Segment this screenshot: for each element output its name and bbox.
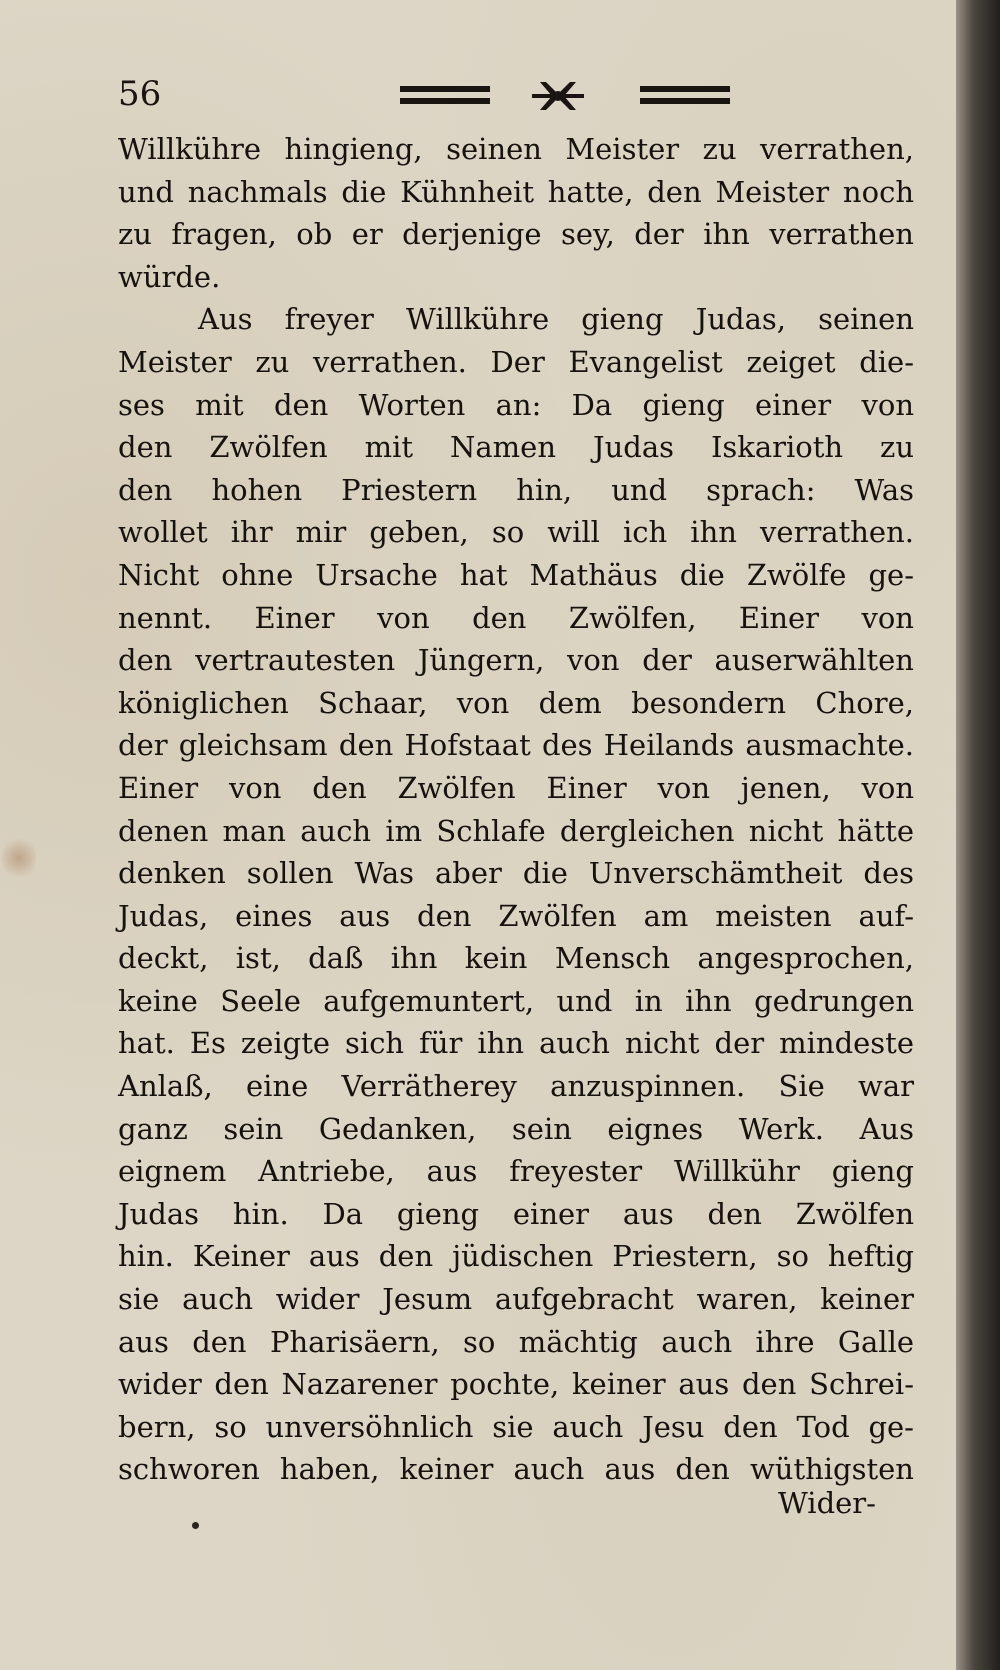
- text-line: sie auch wider Jesum aufgebracht waren, keiner: [118, 1282, 914, 1317]
- text-line: den vertrautesten Jüngern, von der auserwählten: [118, 643, 914, 678]
- page-edge-shadow: [956, 0, 1000, 1670]
- text-line: Willkühre hingieng, seinen Meister zu verrathen,: [118, 132, 914, 166]
- catchword: Wider-: [778, 1486, 876, 1520]
- paper-stain: [2, 835, 36, 881]
- dingbat-rule-ornament-icon: [400, 76, 730, 116]
- text-line: keine Seele aufgemuntert, und in ihn gedrungen: [118, 983, 914, 1018]
- text-line: wider den Nazarener pochte, keiner aus den Schrei-: [118, 1367, 914, 1402]
- text-line: Nicht ohne Ursache hat Mathäus die Zwölfe ge-: [118, 557, 914, 592]
- text-line: Aus freyer Willkühre gieng Judas, seinen: [198, 302, 914, 337]
- text-line: nennt. Einer von den Zwölfen, Einer von: [118, 600, 914, 635]
- text-line: Einer von den Zwölfen Einer von jenen, von: [118, 770, 914, 805]
- text-line: Judas, eines aus den Zwölfen am meisten auf-: [118, 898, 914, 933]
- text-line: hat. Es zeigte sich für ihn auch nicht der mindeste: [118, 1026, 914, 1061]
- body-text: [118, 128, 914, 1491]
- text-line: Anlaß, eine Verrätherey anzuspinnen. Sie war: [118, 1069, 914, 1104]
- text-line: denen man auch im Schlafe dergleichen nicht hätte: [118, 813, 914, 848]
- text-line: hin. Keiner aus den jüdischen Priestern, so heftig: [118, 1239, 914, 1274]
- text-line: ses mit den Worten an: Da gieng einer von: [118, 387, 914, 422]
- text-line: wollet ihr mir geben, so will ich ihn verrathen.: [118, 515, 914, 550]
- text-line: eignem Antriebe, aus freyester Willkühr gieng: [118, 1154, 914, 1189]
- page-number: 56: [118, 74, 162, 114]
- text-line: Judas hin. Da gieng einer aus den Zwölfen: [118, 1196, 914, 1231]
- text-line: würde.: [118, 259, 221, 294]
- text-line: der gleichsam den Hofstaat des Heilands ausmachte.: [118, 728, 914, 763]
- text-line: Meister zu verrathen. Der Evangelist zeiget die-: [118, 344, 914, 379]
- text-line: zu fragen, ob er derjenige sey, der ihn verrathen: [118, 217, 914, 252]
- text-line: den Zwölfen mit Namen Judas Iskarioth zu: [118, 430, 914, 465]
- text-line: den hohen Priestern hin, und sprach: Was: [118, 472, 914, 507]
- text-line: ganz sein Gedanken, sein eignes Werk. Aus: [118, 1111, 914, 1146]
- text-line: schworen haben, keiner auch aus den wüthigsten: [118, 1452, 914, 1487]
- text-line: bern, so unversöhnlich sie auch Jesu den Tod ge-: [118, 1409, 914, 1444]
- text-line: königlichen Schaar, von dem besondern Chore,: [118, 685, 914, 720]
- text-line: deckt, ist, daß ihn kein Mensch angesprochen,: [118, 941, 914, 976]
- text-line: und nachmals die Kühnheit hatte, den Meister noch: [118, 174, 914, 209]
- text-line: denken sollen Was aber die Unverschämtheit des: [118, 856, 914, 891]
- text-line: aus den Pharisäern, so mächtig auch ihre Galle: [118, 1324, 914, 1359]
- ink-speck: [192, 1522, 199, 1529]
- page-header: [118, 64, 918, 124]
